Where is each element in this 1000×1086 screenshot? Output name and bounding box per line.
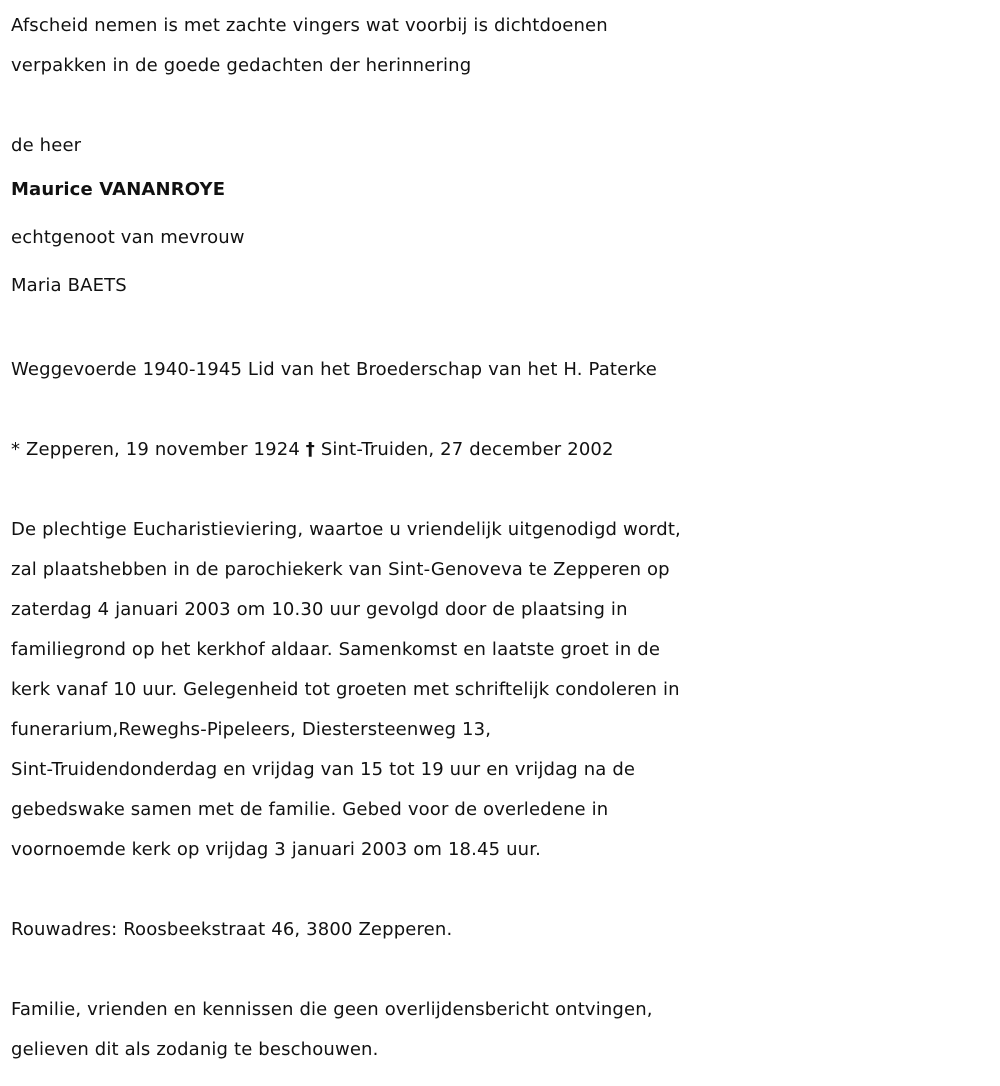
ceremony-line: De plechtige Eucharistieviering, waartoe u vriendelijk uitgenodigd wordt, (11, 519, 681, 540)
spacer (11, 390, 996, 430)
closing-line: Familie, vrienden en kennissen die geen overlijdensbericht ontvingen, (11, 999, 653, 1020)
ceremony-line: zal plaatshebben in de parochiekerk van Sint-Genoveva te Zepperen op (11, 559, 670, 580)
honorific: de heer (11, 135, 82, 156)
death-info: Sint-Truiden, 27 december 2002 (320, 439, 614, 460)
ceremony-line: voornoemde kerk op vrijdag 3 januari 2003 om 18.45 uur. (11, 839, 541, 860)
cross-icon: † (305, 439, 315, 460)
spouse-name: Maria BAETS (11, 275, 127, 296)
ceremony-line: Sint-Truidendonderdag en vrijdag van 15 tot 19 uur en vrijdag na de (11, 759, 636, 780)
closing-line: gelieven dit als zodanig te beschouwen. (11, 1039, 379, 1060)
deceased-name: Maurice VANANROYE (11, 179, 226, 200)
ceremony-line: familiegrond op het kerkhof aldaar. Samenkomst en laatste groet in de (11, 639, 661, 660)
honors-line: Weggevoerde 1940-1945 Lid van het Broederschap van het H. Paterke (11, 359, 658, 380)
spacer (11, 86, 996, 126)
ceremony-line: zaterdag 4 januari 2003 om 10.30 uur gevolgd door de plaatsing in (11, 599, 628, 620)
spacer (11, 470, 996, 510)
ceremony-line: funerarium,Reweghs-Pipeleers, Diestersteenweg 13, (11, 719, 492, 740)
ceremony-line: kerk vanaf 10 uur. Gelegenheid tot groeten met schriftelijk condoleren in (11, 679, 680, 700)
ceremony-line: gebedswake samen met de familie. Gebed voor de overledene in (11, 799, 609, 820)
spacer (11, 950, 996, 990)
motto-line-1: Afscheid nemen is met zachte vingers wat voorbij is dichtdoenen (11, 15, 608, 36)
motto-line-2: verpakken in de goede gedachten der herinnering (11, 55, 472, 76)
spacer (11, 870, 996, 910)
spacer (11, 310, 996, 350)
birth-info: * Zepperen, 19 november 1924 (11, 439, 300, 460)
dates-line (11, 430, 996, 470)
mourning-address: Rouwadres: Roosbeekstraat 46, 3800 Zepperen. (11, 919, 453, 940)
relation: echtgenoot van mevrouw (11, 227, 245, 248)
